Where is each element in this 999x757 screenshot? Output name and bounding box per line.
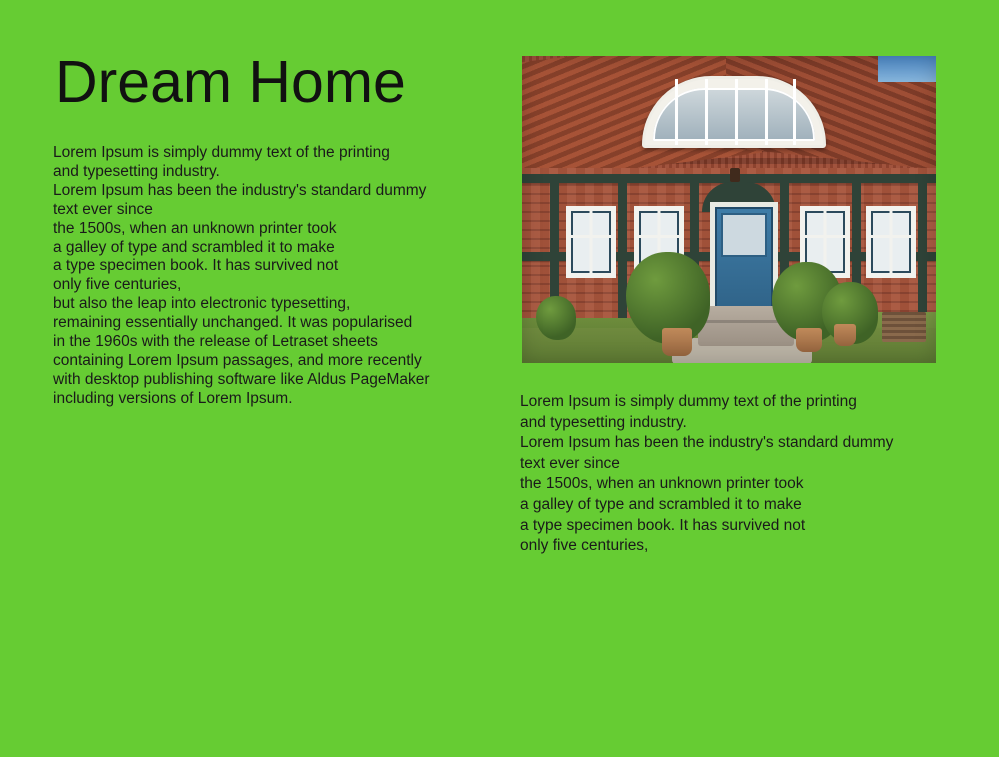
house-photo [522,56,936,363]
window-transom [805,235,845,238]
window-right-2 [866,206,916,278]
right-text-line: Lorem Ipsum is simply dummy text of the printing [520,393,857,410]
bush-edge-left [536,296,576,340]
left-text-line: with desktop publishing software like Aldus PageMaker [53,370,430,388]
left-text-line: Lorem Ipsum has been the industry's standard dummy [53,181,427,199]
left-text-line: only five centuries, [53,276,182,294]
left-text-line: Lorem Ipsum is simply dummy text of the printing [53,144,390,161]
door-glass [721,213,767,257]
page-title: Dream Home [55,49,406,115]
left-text-line: a galley of type and scrambled it to make [53,238,335,256]
right-text-line: Lorem Ipsum has been the industry's standard dummy [520,434,894,452]
dormer-mullion [765,79,768,145]
left-text-line: text ever since [53,200,153,218]
left-text-line: in the 1960s with the release of Letraset sheets [53,333,378,351]
window-mullion [824,211,827,273]
left-text-line: containing Lorem Ipsum passages, and more recently [53,351,422,369]
flower-pot-left [662,328,692,356]
right-text-line: a type specimen book. It has survived not [520,516,806,534]
left-text-line: and typesetting industry. [53,162,220,180]
left-text-line: including versions of Lorem Ipsum. [53,389,293,407]
window-left-1 [566,206,616,278]
sky-notch-right [878,56,936,82]
right-text-line: only five centuries, [520,537,649,555]
window-mullion [590,211,593,273]
right-text-line: the 1500s, when an unknown printer took [520,475,804,493]
left-text-line: the 1500s, when an unknown printer took [53,219,337,237]
dormer-mullion [793,79,796,145]
lamp-icon [730,168,740,182]
left-body-text [53,144,483,409]
dormer-mullion [705,79,708,145]
flower-pot-far-right [834,324,856,346]
window-transom [639,235,679,238]
left-text-line: a type specimen book. It has survived not [53,257,339,275]
dormer-mullion [735,79,738,145]
flower-pot-right [796,328,822,352]
dormer-mullion [675,79,678,145]
window-transom [871,235,911,238]
left-text-line: but also the leap into electronic typesetting, [53,295,351,313]
window-mullion [890,211,893,273]
right-text-line: and typesetting industry. [520,413,687,431]
left-text-line: remaining essentially unchanged. It was popularised [53,314,413,332]
garden-bench [882,312,926,342]
window-transom [571,235,611,238]
right-text-line: text ever since [520,454,620,472]
right-text-line: a galley of type and scrambled it to make [520,496,802,514]
right-body-text [520,392,960,557]
timber-beam-vertical [918,174,927,324]
